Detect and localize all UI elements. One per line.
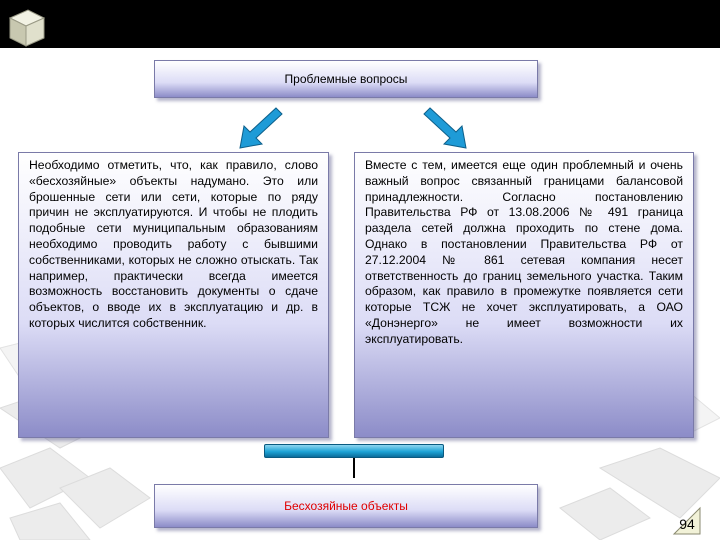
page-number: 94: [679, 516, 695, 532]
right-text-panel: [354, 152, 694, 438]
footer-box: [154, 484, 538, 528]
connector-line: [353, 458, 355, 478]
left-text-panel: [18, 152, 329, 438]
top-bar: [0, 0, 720, 48]
footer-label: Бесхозяйные объекты: [284, 499, 408, 513]
connector-bar: [264, 444, 444, 458]
header-title: Проблемные вопросы: [284, 72, 408, 86]
page-number-badge: [670, 504, 704, 538]
arrow-down-left-icon: [236, 104, 286, 152]
header-box: [154, 60, 538, 98]
right-panel-text: Вместе с тем, имеется еще один проблемный и очень важный вопрос связанный границами балансовой принадлежности. Согласно постановлению Правительства РФ от 13.08.2006 № 491 граница раздела сетей должна проходить по стене дома. Однако в постановлении Правительства РФ от 27.12.2004 № 861 сетевая компания несет ответственность до границ земельного участка. Таким образом, как правило в промежутке появляется сети которые ТСЖ не хочет эксплуатировать, а ОАО «Донэнерго» не имеет возможности их эксплуатировать.: [365, 158, 683, 346]
left-panel-text: Необходимо отметить, что, как правило, слово «бесхозяйные» объекты надумано. Это или брошенные сети или сети, которые по ряду причин не эксплуатируются. И чтобы не плодить подобные сети муниципальным образованиям необходимо проводить работу с бывшими собственниками, которых не сложно отыскать. Так например, практически всегда имеется возможность восстановить документы о сдаче объектов, о вводе их в эксплуатацию и др. в которых числится собственник.: [29, 158, 318, 330]
cube-logo-icon: [4, 4, 48, 48]
arrow-down-right-icon: [420, 104, 470, 152]
